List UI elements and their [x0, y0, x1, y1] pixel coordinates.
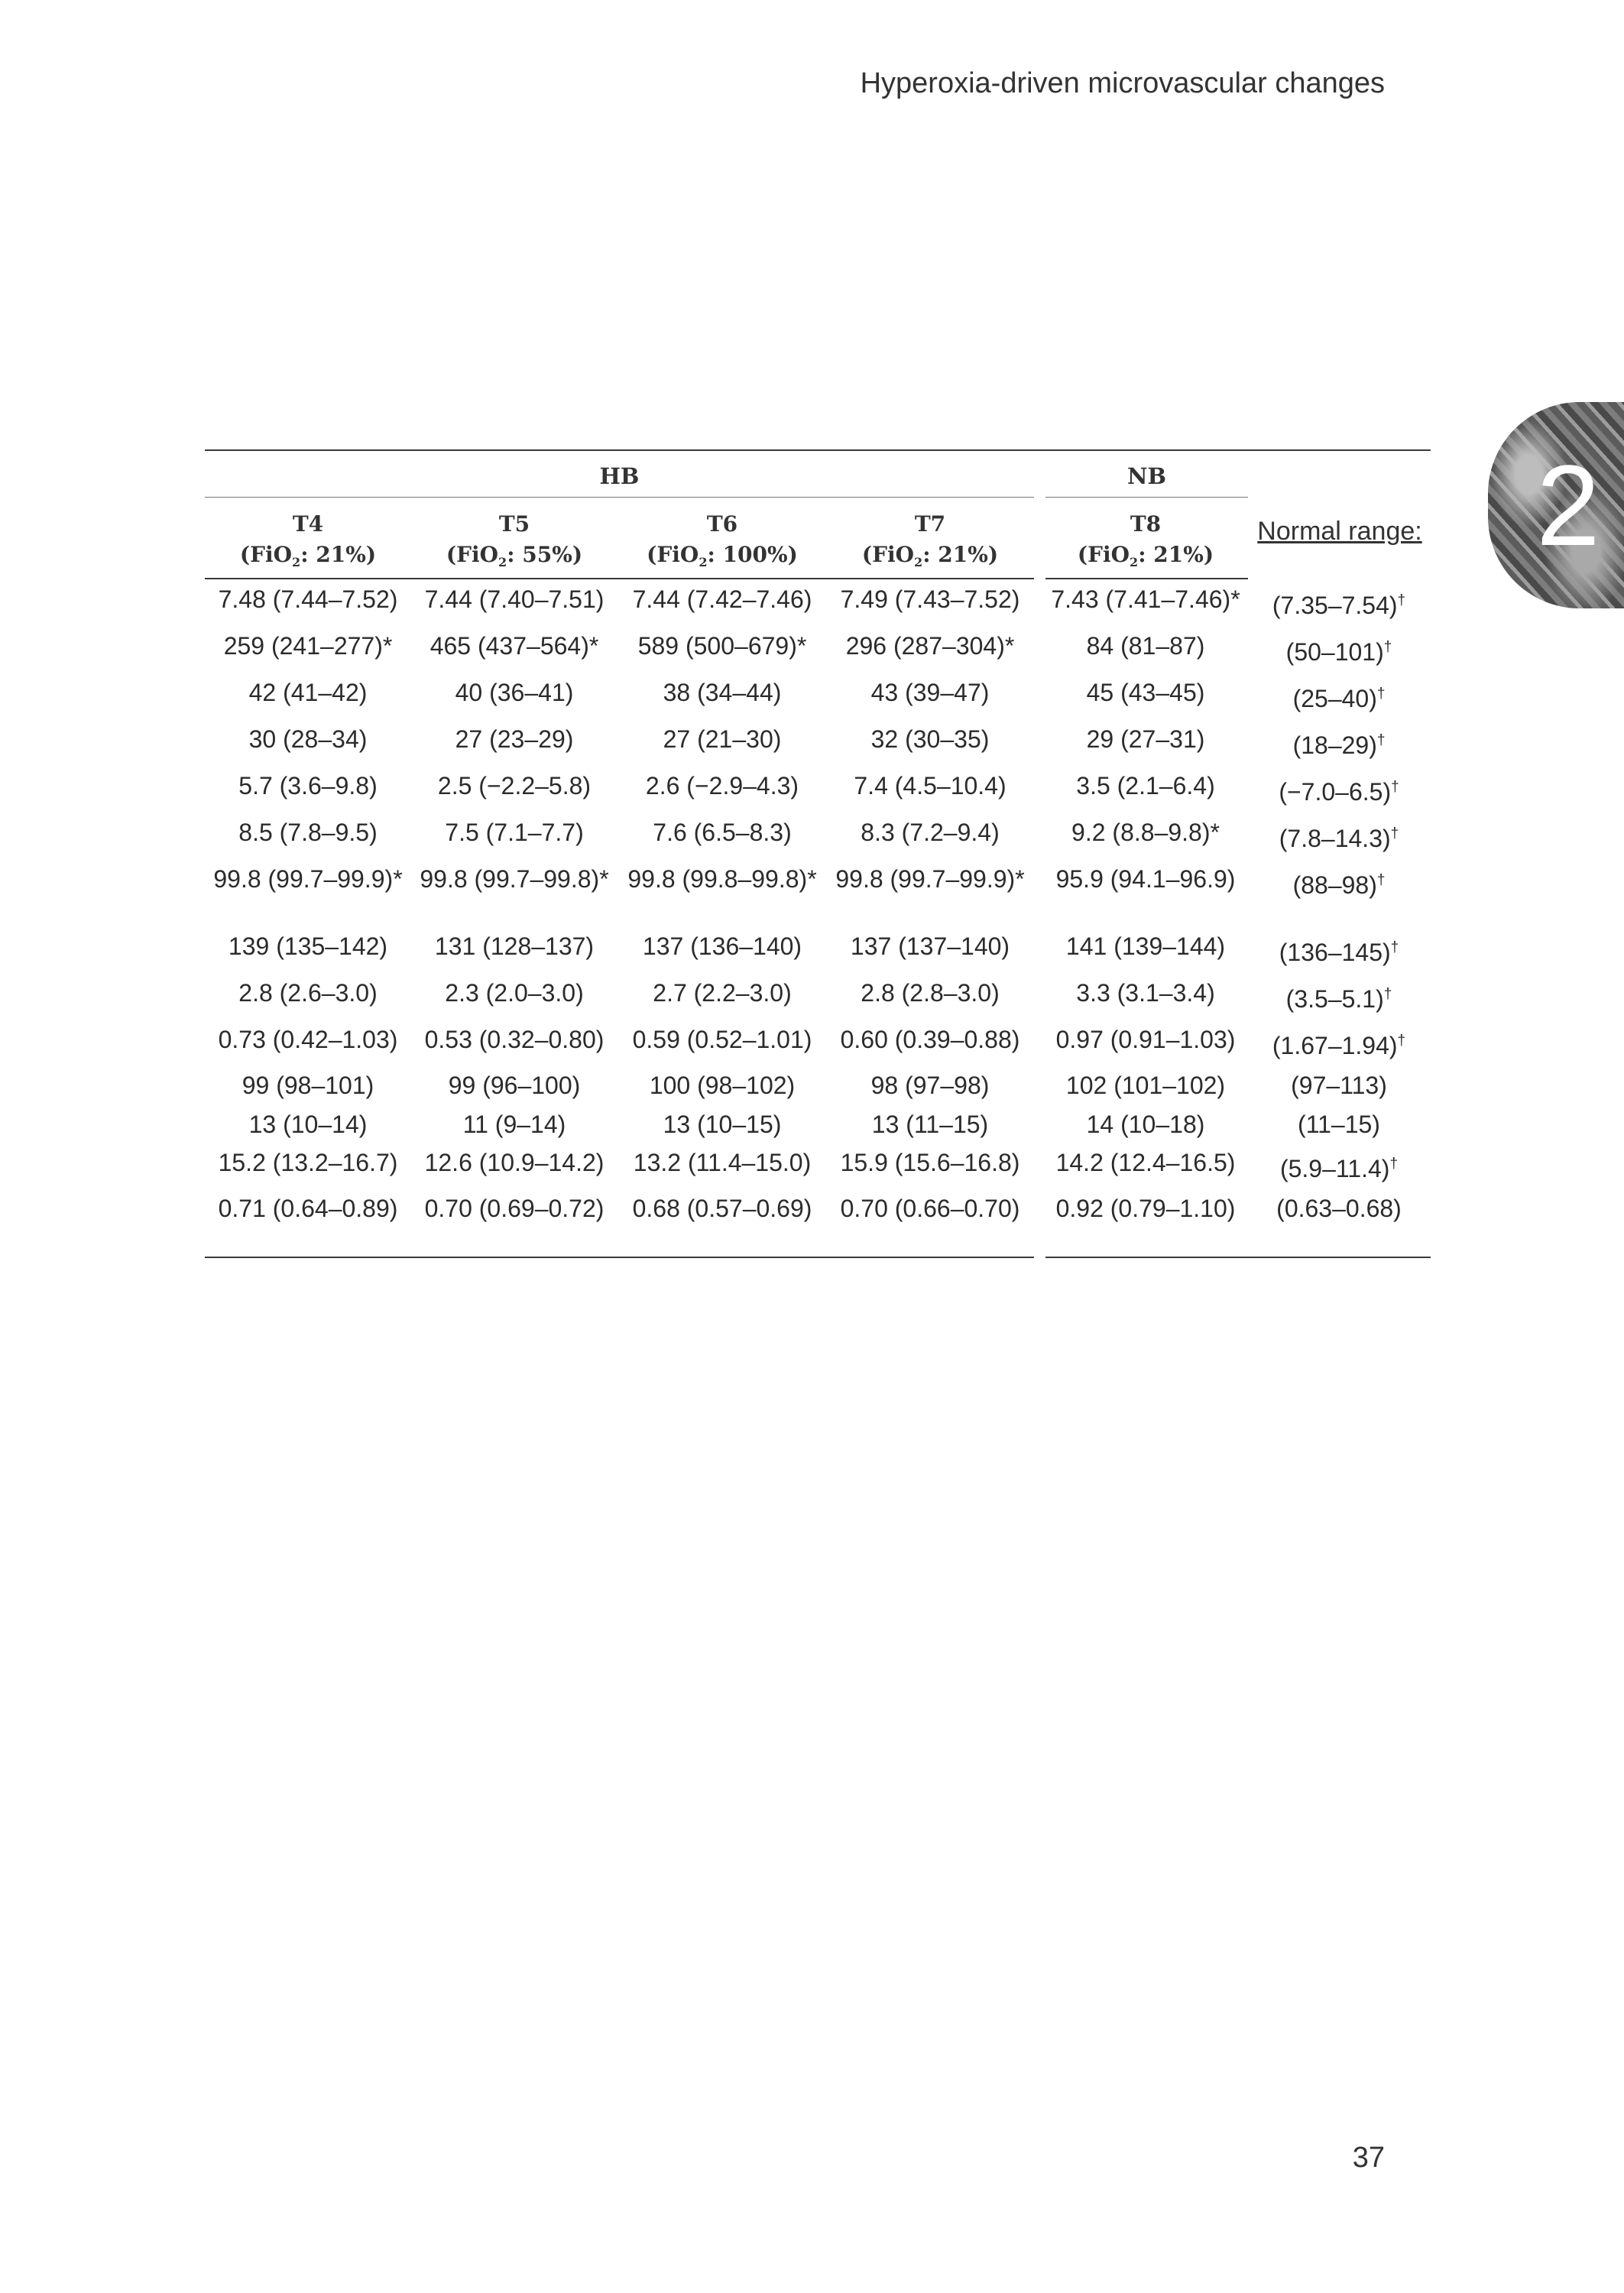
table-cell: 131 (128–137) [434, 932, 595, 960]
timepoint-label: T4 [292, 511, 324, 537]
table-cell: 11 (9–14) [462, 1111, 566, 1138]
normal-range-cell [1293, 871, 1386, 900]
table-cell: 27 (21–30) [663, 725, 782, 753]
table-cell: 589 (500–679)* [637, 632, 807, 660]
table-cell: 13 (10–14) [248, 1111, 368, 1138]
table-cell: 0.70 (0.66–0.70) [840, 1195, 1020, 1222]
column-header-t6 [619, 509, 825, 578]
table-cell: 139 (135–142) [228, 932, 388, 960]
normal-range-cell [1286, 638, 1392, 666]
chapter-tab [1488, 402, 1624, 608]
table-cell: 99.8 (99.8–99.8)* [627, 865, 817, 893]
dagger-mark: † [1390, 939, 1399, 955]
normal-range-value: (0.63–0.68) [1276, 1195, 1402, 1222]
normal-range-value: (88–98) [1292, 871, 1377, 899]
table-cell: 259 (241–277)* [223, 632, 393, 660]
table-cell: 13 (10–15) [663, 1111, 782, 1138]
normal-range-value: (25–40) [1292, 685, 1377, 712]
dagger-mark: † [1397, 592, 1406, 608]
normal-range-value: (7.8–14.3) [1279, 825, 1391, 852]
table-cell: 15.9 (15.6–16.8) [840, 1149, 1020, 1176]
normal-range-value: (3.5–5.1) [1285, 985, 1384, 1013]
table-cell: 99.8 (99.7–99.9)* [213, 865, 403, 893]
dagger-mark: † [1389, 1156, 1399, 1172]
normal-range-cell [1272, 1032, 1405, 1060]
page-number: 37 [1352, 2142, 1385, 2174]
normal-range-value: (5.9–11.4) [1279, 1155, 1390, 1182]
table-cell: 98 (97–98) [870, 1072, 990, 1099]
table-cell: 465 (437–564)* [430, 632, 599, 660]
column-header-t4 [205, 509, 411, 578]
normal-range-value: (7.35–7.54) [1272, 592, 1398, 619]
table-cell: 7.49 (7.43–7.52) [840, 585, 1020, 613]
table-cell: 7.48 (7.44–7.52) [218, 585, 398, 613]
table-cell: 7.4 (4.5–10.4) [854, 772, 1006, 799]
table-cell: 2.8 (2.8–3.0) [861, 979, 1000, 1007]
table-cell: 32 (30–35) [870, 725, 990, 753]
table-cell: 137 (137–140) [850, 932, 1010, 960]
timepoint-label: T8 [1130, 511, 1162, 537]
dagger-mark: † [1383, 986, 1392, 1002]
group-label-nb: NB [1126, 463, 1167, 489]
column-header-t8 [1042, 509, 1249, 578]
dagger-mark: † [1383, 639, 1392, 655]
table-cell: 0.73 (0.42–1.03) [218, 1026, 398, 1053]
table-cell: 100 (98–102) [649, 1072, 796, 1099]
table-cell: 2.7 (2.2–3.0) [653, 979, 792, 1007]
normal-range-value: (11–15) [1298, 1111, 1380, 1138]
dagger-mark: † [1390, 825, 1399, 842]
table-cell: 8.5 (7.8–9.5) [238, 819, 378, 846]
fio2-label: (FiO$_2$: 100%) [647, 542, 798, 569]
table-cell: 102 (101–102) [1065, 1072, 1226, 1099]
table-cell: 137 (136–140) [642, 932, 802, 960]
table-cell: 99 (98–101) [241, 1072, 374, 1099]
hb-group-rule [205, 497, 1034, 498]
normal-range-cell [1280, 1155, 1398, 1183]
normal-range-header: Normal range: [1257, 517, 1422, 546]
table-cell: 95.9 (94.1–96.9) [1055, 865, 1236, 893]
normal-range-value: (−7.0–6.5) [1279, 778, 1392, 806]
normal-range-value: (136–145) [1279, 939, 1391, 966]
table-cell: 99.8 (99.7–99.9)* [835, 865, 1025, 893]
table-cell: 0.71 (0.64–0.89) [218, 1195, 398, 1222]
group-label-hb: HB [599, 463, 640, 489]
dagger-mark: † [1376, 732, 1386, 748]
table-cell: 0.59 (0.52–1.01) [632, 1026, 812, 1053]
table-cell: 38 (34–44) [663, 679, 782, 706]
table-cell: 2.8 (2.6–3.0) [238, 979, 378, 1007]
table-bottom-rule-nb [1045, 1257, 1431, 1258]
nb-group-rule [1045, 497, 1248, 498]
table-cell: 30 (28–34) [248, 725, 368, 753]
normal-range-value: (18–29) [1292, 731, 1377, 759]
normal-range-cell [1279, 825, 1399, 853]
table-cell: 13.2 (11.4–15.0) [633, 1149, 812, 1176]
fio2-label: (FiO$_2$: 21%) [861, 542, 999, 569]
table-cell: 45 (43–45) [1086, 679, 1205, 706]
column-header-t7 [827, 509, 1033, 578]
fio2-label: (FiO$_2$: 55%) [446, 542, 583, 569]
table-cell: 2.3 (2.0–3.0) [445, 979, 584, 1007]
table-cell: 8.3 (7.2–9.4) [861, 819, 1000, 846]
normal-range-cell [1293, 685, 1386, 713]
table-cell: 99.8 (99.7–99.8)* [420, 865, 609, 893]
table-cell: 9.2 (8.8–9.8)* [1071, 819, 1220, 846]
table-cell: 0.97 (0.91–1.03) [1055, 1026, 1236, 1053]
normal-range-cell [1279, 939, 1399, 967]
normal-range-value: (1.67–1.94) [1272, 1032, 1398, 1059]
table-cell: 141 (139–144) [1065, 932, 1226, 960]
table-cell: 7.6 (6.5–8.3) [653, 819, 792, 846]
table-cell: 15.2 (13.2–16.7) [218, 1149, 398, 1176]
table-top-rule [205, 449, 1431, 451]
table-cell: 0.68 (0.57–0.69) [632, 1195, 812, 1222]
normal-range-cell [1286, 985, 1392, 1014]
normal-range-cell [1291, 1072, 1387, 1100]
dagger-mark: † [1376, 686, 1386, 702]
fio2-label: (FiO$_2$: 21%) [239, 542, 377, 569]
running-head: Hyperoxia-driven microvascular changes [860, 67, 1385, 99]
normal-range-cell [1276, 1195, 1402, 1223]
table-cell: 2.5 (−2.2–5.8) [437, 772, 592, 799]
column-header-t5 [411, 509, 618, 578]
dagger-mark: † [1391, 779, 1399, 795]
table-cell: 0.53 (0.32–0.80) [424, 1026, 605, 1053]
dagger-mark: † [1376, 872, 1386, 888]
fio2-label: (FiO$_2$: 21%) [1077, 542, 1214, 569]
normal-range-cell [1272, 592, 1405, 620]
header-bottom-rule-nb [1045, 578, 1248, 579]
table-cell: 14 (10–18) [1086, 1111, 1205, 1138]
normal-range-cell [1293, 731, 1386, 760]
table-cell: 0.70 (0.69–0.72) [424, 1195, 605, 1222]
table-cell: 7.44 (7.40–7.51) [424, 585, 605, 613]
table-cell: 27 (23–29) [455, 725, 574, 753]
table-cell: 43 (39–47) [870, 679, 990, 706]
table-cell: 296 (287–304)* [845, 632, 1015, 660]
timepoint-label: T5 [498, 511, 530, 537]
table-cell: 29 (27–31) [1086, 725, 1205, 753]
table-cell: 12.6 (10.9–14.2) [424, 1149, 605, 1176]
table-cell: 99 (96–100) [448, 1072, 581, 1099]
table-cell: 3.5 (2.1–6.4) [1076, 772, 1215, 799]
table-cell: 7.43 (7.41–7.46)* [1051, 585, 1240, 613]
table-cell: 42 (41–42) [248, 679, 368, 706]
table-cell: 13 (11–15) [871, 1111, 989, 1138]
timepoint-label: T6 [706, 511, 738, 537]
table-cell: 0.60 (0.39–0.88) [840, 1026, 1020, 1053]
table-bottom-rule [205, 1257, 1034, 1258]
normal-range-cell [1298, 1111, 1380, 1139]
table-cell: 0.92 (0.79–1.10) [1055, 1195, 1236, 1222]
table-cell: 84 (81–87) [1086, 632, 1205, 660]
table-cell: 14.2 (12.4–16.5) [1055, 1149, 1236, 1176]
timepoint-label: T7 [914, 511, 946, 537]
header-bottom-rule [205, 578, 1034, 579]
table-cell: 7.5 (7.1–7.7) [445, 819, 584, 846]
table-cell: 3.3 (3.1–3.4) [1076, 979, 1215, 1007]
normal-range-cell [1279, 778, 1399, 806]
normal-range-value: (50–101) [1285, 638, 1384, 666]
table-cell: 2.6 (−2.9–4.3) [645, 772, 799, 799]
table-cell: 7.44 (7.42–7.46) [632, 585, 812, 613]
chapter-number: 2 [1536, 441, 1600, 569]
normal-range-value: (97–113) [1291, 1072, 1387, 1099]
dagger-mark: † [1397, 1033, 1406, 1049]
table-cell: 5.7 (3.6–9.8) [238, 772, 378, 799]
table-cell: 40 (36–41) [455, 679, 574, 706]
